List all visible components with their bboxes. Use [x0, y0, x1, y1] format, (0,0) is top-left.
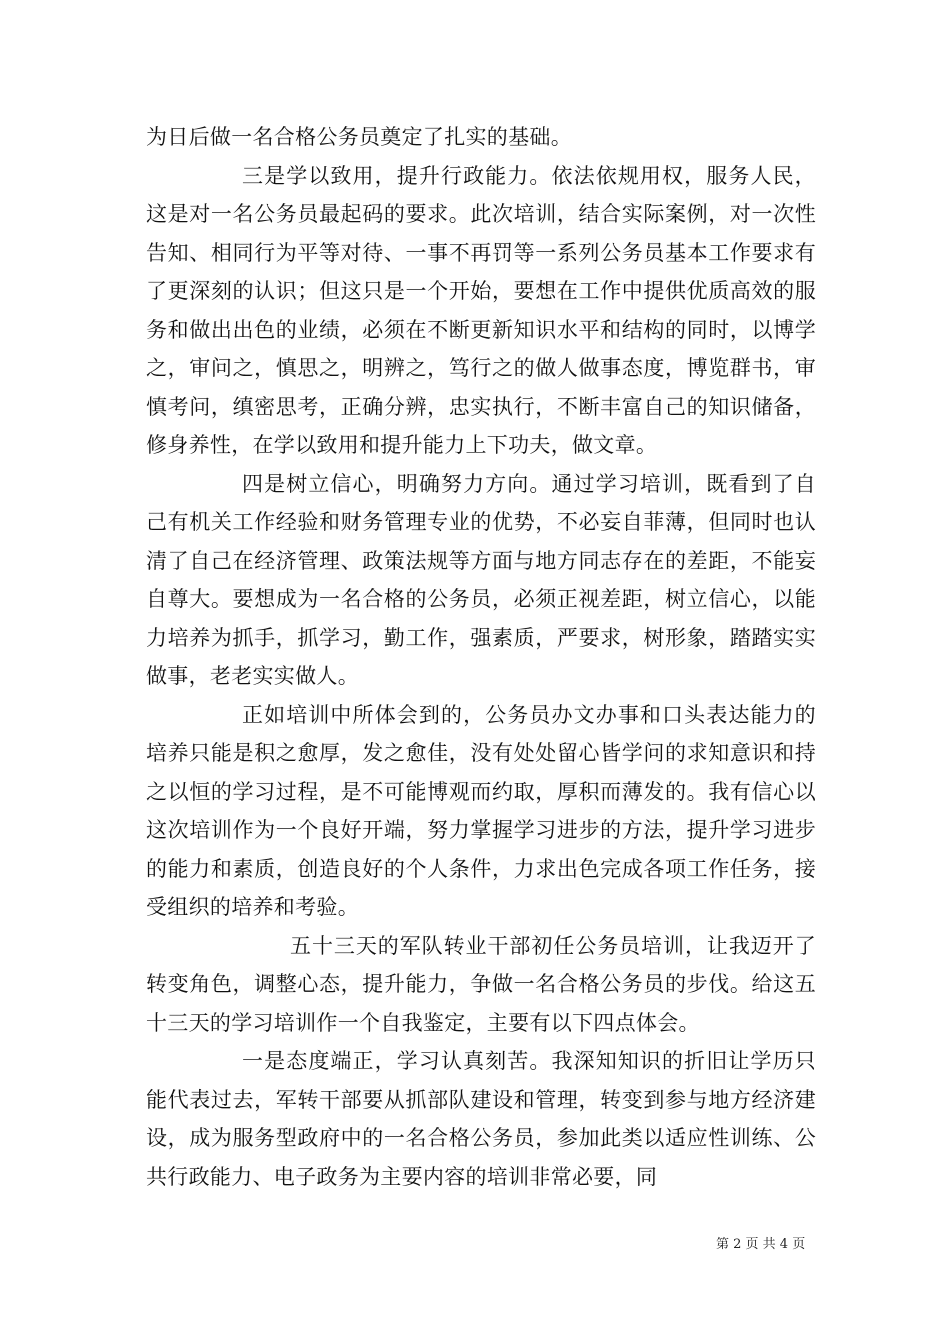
paragraph-point-one: 一是态度端正，学习认真刻苦。我深知知识的折旧让学历只能代表过去，军转干部要从抓部队建设和管理，转变到参与地方经济建设，成为服务型政府中的一名合格公务员，参加此类以适应性训练、公共行政能力、电子政务为主要内容的培训非常必要，同: [146, 1049, 816, 1189]
paragraph-continuation: 为日后做一名合格公务员奠定了扎实的基础。: [146, 125, 572, 149]
paragraph-point-three: 三是学以致用，提升行政能力。依法依规用权，服务人民，这是对一名公务员最起码的要求。此次培训，结合实际案例，对一次性告知、相同行为平等对待、一事不再罚等一系列公务员基本工作要求有了更深刻的认识；但这只是一个开始，要想在工作中提供优质高效的服务和做出出色的业绩，必须在不断更新知识水平和结构的同时，以博学之，审问之，慎思之，明辨之，笃行之的做人做事态度，博览群书，审慎考问，缜密思考，正确分辨，忠实执行，不断丰富自己的知识储备，修身养性，在学以致用和提升能力上下功夫，做文章。: [146, 163, 816, 457]
page-number-footer: 第 2 页 共 4 页: [716, 1237, 806, 1252]
paragraph-point-four: 四是树立信心，明确努力方向。通过学习培训，既看到了自己有机关工作经验和财务管理专业的优势，不必妄自菲薄，但同时也认清了自己在经济管理、政策法规等方面与地方同志存在的差距，不能妄自尊大。要想成为一名合格的公务员，必须正视差距，树立信心，以能力培养为抓手，抓学习，勤工作，强素质，严要求，树形象，踏踏实实做事，老老实实做人。: [146, 471, 816, 688]
paragraph-new-section-intro: 五十三天的军队转业干部初任公务员培训，让我迈开了转变角色，调整心态，提升能力，争做一名合格公务员的步伐。给这五十三天的学习培训作一个自我鉴定，主要有以下四点体会。: [146, 933, 816, 1035]
document-body: [146, 118, 816, 1196]
paragraph-conclusion: 正如培训中所体会到的，公务员办文办事和口头表达能力的培养只能是积之愈厚，发之愈佳，没有处处留心皆学问的求知意识和持之以恒的学习过程，是不可能博观而约取，厚积而薄发的。我有信心以这次培训作为一个良好开端，努力掌握学习进步的方法，提升学习进步的能力和素质，创造良好的个人条件，力求出色完成各项工作任务，接受组织的培养和考验。: [146, 702, 816, 919]
